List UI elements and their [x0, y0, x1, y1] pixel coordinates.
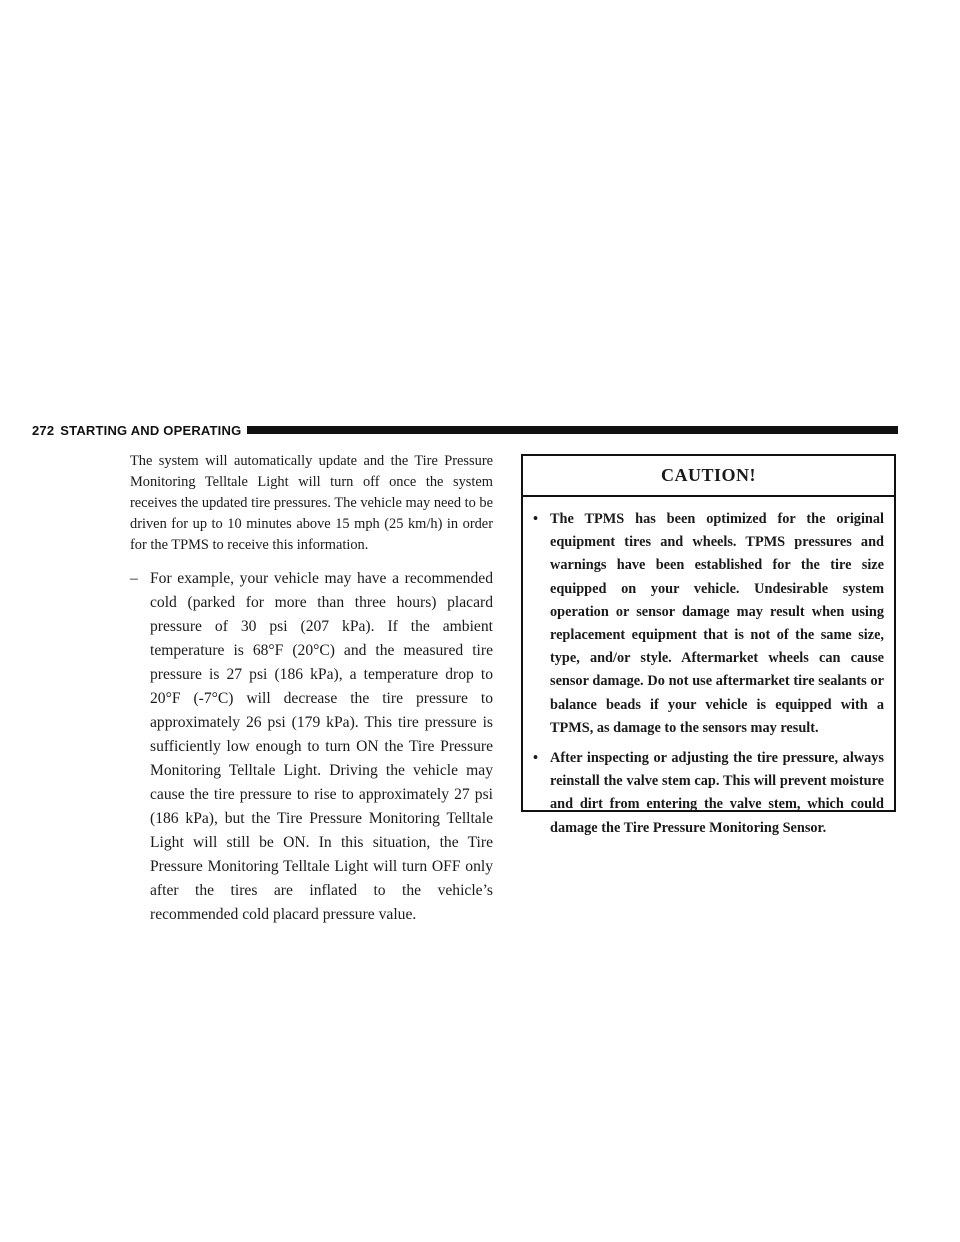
- caution-item-text: The TPMS has been optimized for the original equipment tires and wheels. TPMS pressures and warnings have been established for the tire size equipped on your vehicle. Undesirable system operation or sensor damage may result when using replacement equipment that is not of the same size, type, and/or style. Aftermarket wheels can cause sensor damage. Do not use aftermarket tire sealants or balance beads if your vehicle is equipped with a TPMS, as damage to the sensors may result.: [550, 511, 884, 736]
- caution-box: [521, 454, 896, 836]
- caution-item-text: After inspecting or adjusting the tire pressure, always reinstall the valve stem cap. This will prevent moisture and dirt from entering the valve stem, which could damage the Tire Pressure Monitoring Sensor.: [550, 750, 884, 836]
- caution-title: CAUTION!: [523, 456, 894, 497]
- bullet-icon: •: [533, 750, 539, 767]
- caution-item-tpms-optimized: [529, 508, 884, 740]
- page-number: 272: [32, 422, 55, 438]
- page-header: [32, 419, 898, 441]
- bullet-icon: •: [533, 511, 539, 527]
- left-column: [130, 451, 493, 927]
- example-dash-item: [130, 567, 493, 927]
- example-text: For example, your vehicle may have a recommended cold (parked for more than three hours) placard pressure of 30 psi (207 kPa). If the ambient temperature is 68°F (20°C) and the measured tire pressure is 27 psi (186 kPa), a temperature drop to 20°F (-7°C) will decrease the tire pressure to approximately 26 psi (179 kPa). This tire pressure is sufficiently low enough to turn ON the Tire Pressure Monitoring Telltale Light. Driving the vehicle may cause the tire pressure to rise to approximately 27 psi (186 kPa), but the Tire Pressure Monitoring Telltale Light will still be ON. In this situation, the Tire Pressure Monitoring Telltale Light will turn OFF only after the tires are inflated to the vehicle’s recommended cold placard pressure value.: [150, 570, 493, 923]
- update-paragraph: The system will automatically update and the Tire Pressure Monitoring Telltale Light will turn off once the system receives the updated tire pressures. The vehicle may need to be driven for up to 10 minutes above 15 mph (25 km/h) in order for the TPMS to receive this information.: [130, 453, 493, 553]
- caution-item-valve-cap: [529, 747, 884, 840]
- header-rule: [247, 426, 898, 434]
- caution-list: [523, 497, 894, 840]
- section-title: STARTING AND OPERATING: [60, 422, 242, 438]
- dash-marker: –: [130, 570, 138, 587]
